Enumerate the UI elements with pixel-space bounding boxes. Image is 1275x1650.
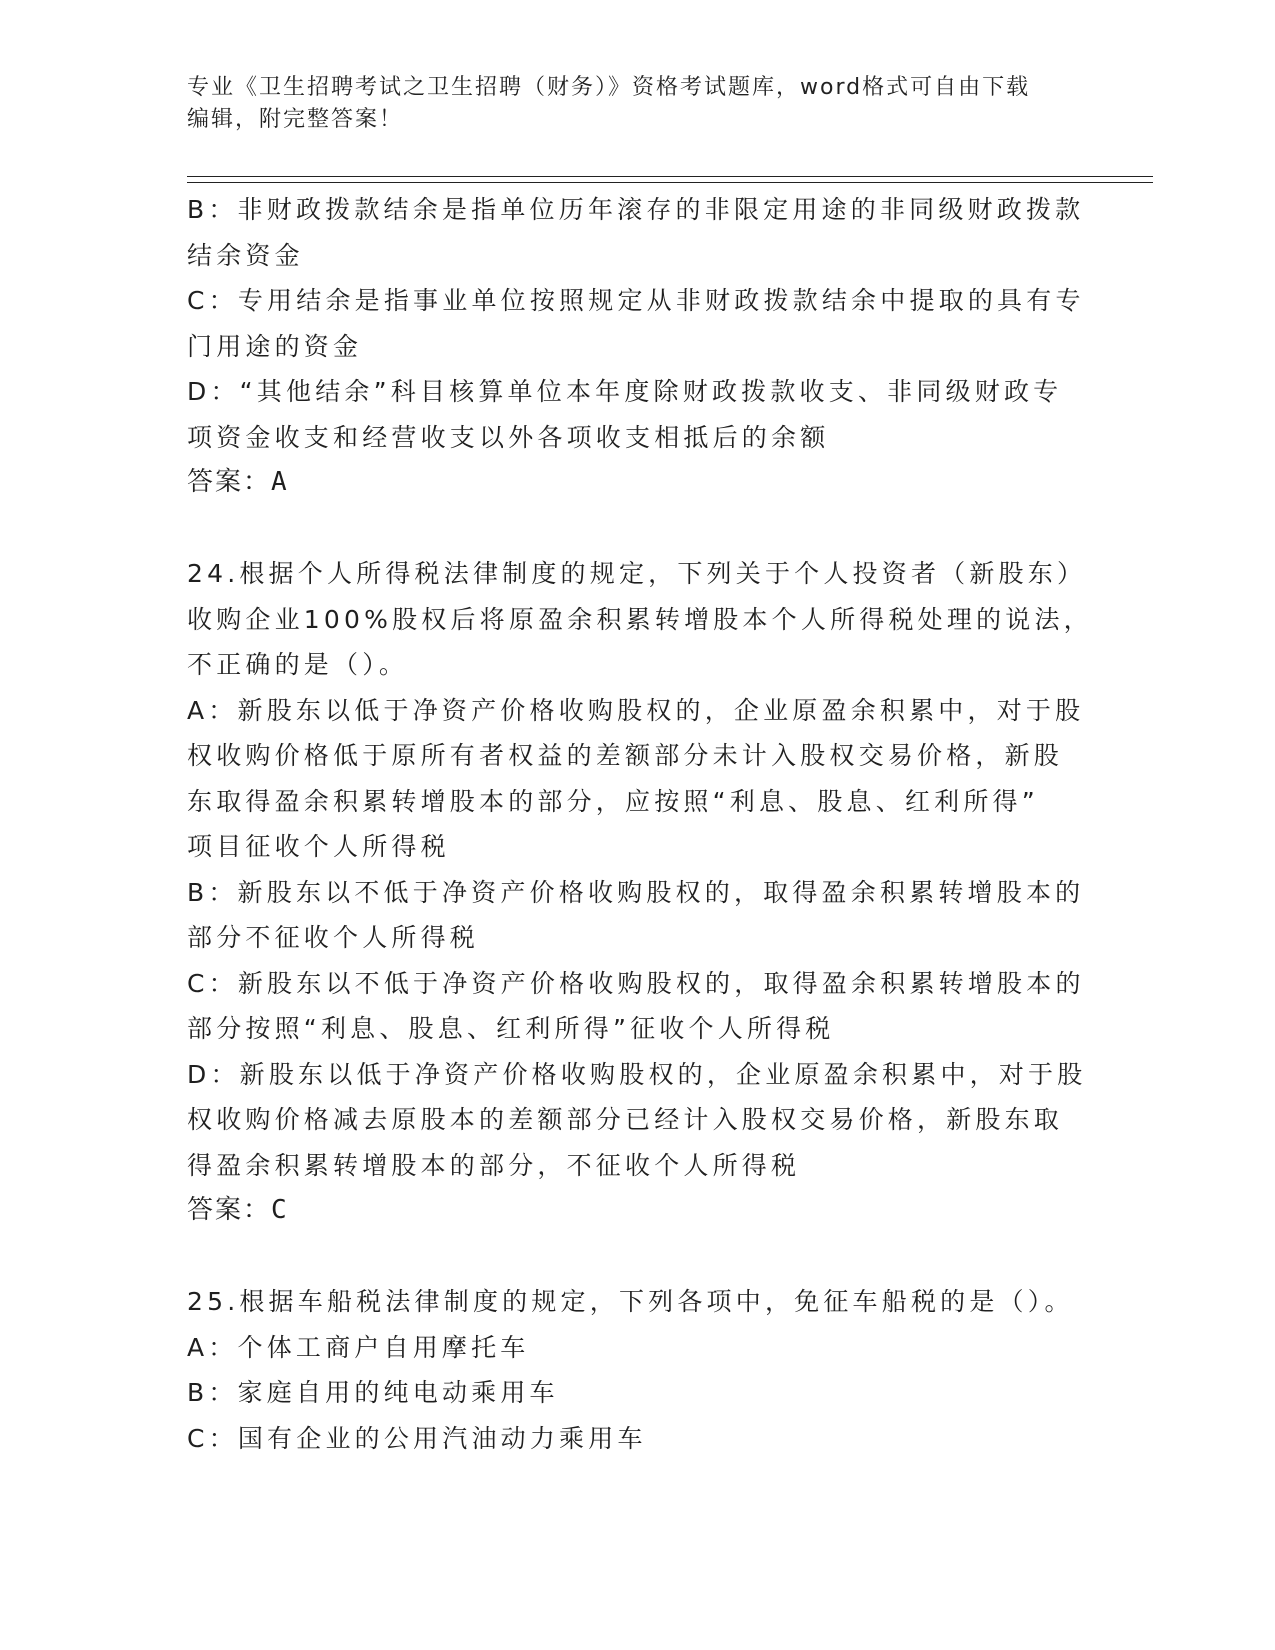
question-text-line-3: 不正确的是（）。: [187, 650, 409, 679]
option-c-line-2: 部分按照“利息、股息、红利所得”征收个人所得税: [187, 1014, 835, 1043]
option-b-line-1: B：家庭自用的纯电动乘用车: [187, 1378, 559, 1407]
option-a-line-2: 权收购价格低于原所有者权益的差额部分未计入股权交易价格，新股: [187, 741, 1064, 770]
header-divider: [187, 176, 1153, 183]
option-d-line-1: D：“其他结余”科目核算单位本年度除财政拨款收支、非同级财政专: [187, 377, 1063, 406]
option-a-line-1: A：新股东以低于净资产价格收购股权的，企业原盈余积累中，对于股: [187, 695, 1085, 725]
question-text-line-1: 24.根据个人所得税法律制度的规定，下列关于个人投资者（新股东）: [187, 559, 1087, 588]
option-c-line-1: C：专用结余是指事业单位按照规定从非财政拨款结余中提取的具有专: [187, 286, 1085, 315]
option-d-line-2: 权收购价格减去原股本的差额部分已经计入股权交易价格，新股东取: [187, 1105, 1064, 1134]
question-23: [187, 187, 1085, 506]
option-a-line-4: 项目征收个人所得税: [187, 832, 450, 861]
option-b-line-1: B：非财政拨款结余是指单位历年滚存的非限定用途的非同级财政拨款: [187, 195, 1085, 224]
option-d-line-2: 项资金收支和经营收支以外各项收支相抵后的余额: [187, 422, 830, 452]
spacer: [187, 1234, 1067, 1280]
header-line-1: 专业《卫生招聘考试之卫生招聘（财务）》资格考试题库，word格式可自由下载: [187, 75, 1031, 100]
document-header: [187, 72, 1067, 136]
option-c-line-1: C：新股东以不低于净资产价格收购股权的，取得盈余积累转增股本的: [187, 968, 1085, 998]
question-text-line-1: 25.根据车船税法律制度的规定，下列各项中，免征车船税的是（）。: [187, 1287, 1074, 1316]
answer-label: 答案：: [187, 467, 272, 497]
question-text-line-2: 收购企业100%股权后将原盈余积累转增股本个人所得税处理的说法，: [187, 604, 1093, 634]
question-25: [187, 1279, 1074, 1461]
answer-value: C: [271, 1195, 287, 1225]
answer: [187, 460, 1067, 506]
option-a-line-1: A：个体工商户自用摩托车: [187, 1332, 530, 1362]
option-c-line-2: 门用途的资金: [187, 331, 363, 361]
option-a-line-3: 东取得盈余积累转增股本的部分，应按照“利息、股息、红利所得”: [187, 786, 1039, 816]
answer: [187, 1188, 1067, 1234]
option-b-line-1: B：新股东以不低于净资产价格收购股权的，取得盈余积累转增股本的: [187, 877, 1085, 907]
spacer: [187, 506, 1067, 552]
question-24: [187, 551, 1093, 1234]
option-b-line-2: 结余资金: [187, 240, 304, 270]
answer-value: A: [271, 467, 287, 497]
option-d-line-3: 得盈余积累转增股本的部分，不征收个人所得税: [187, 1150, 801, 1180]
option-d-line-1: D：新股东以低于净资产价格收购股权的，企业原盈余积累中，对于股: [187, 1059, 1087, 1089]
answer-label: 答案：: [187, 1195, 272, 1225]
question-content: [187, 187, 1093, 1461]
option-b-line-2: 部分不征收个人所得税: [187, 923, 480, 952]
header-line-2: 编辑，附完整答案！: [187, 107, 404, 132]
option-c-line-1: C：国有企业的公用汽油动力乘用车: [187, 1423, 647, 1453]
